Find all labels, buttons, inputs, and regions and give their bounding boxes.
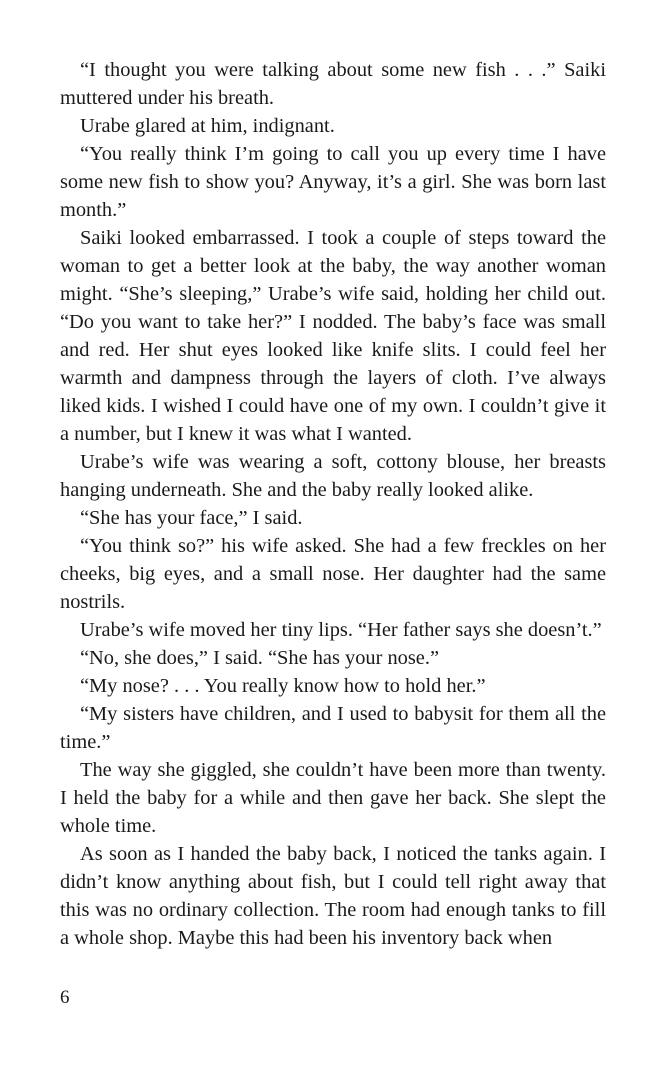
- paragraph-13: As soon as I handed the baby back, I noticed the tanks again. I didn’t know anything about fish, but I could tell right away that this was no ordinary collection. The room had enough tanks to fill a whole shop. Maybe this had been his inventory back when: [60, 843, 606, 949]
- paragraph-8: Urabe’s wife moved her tiny lips. “Her father says she doesn’t.”: [80, 619, 602, 641]
- paragraph-10: “My nose? . . . You really know how to hold her.”: [80, 675, 486, 697]
- paragraph-5: Urabe’s wife was wearing a soft, cottony blouse, her breasts hanging underneath. She and the baby really looked alike.: [60, 451, 606, 501]
- paragraph-9: “No, she does,” I said. “She has your nose.”: [80, 647, 440, 669]
- paragraph-7: “You think so?” his wife asked. She had a few freckles on her cheeks, big eyes, and a small nose. Her daughter had the same nostrils.: [60, 535, 606, 613]
- paragraph-4: Saiki looked embarrassed. I took a couple of steps toward the woman to get a better look at the baby, the way another woman might. “She’s sleeping,” Urabe’s wife said, holding her child out. “Do you want to take her?” I nodded. The baby’s face was small and red. Her shut eyes looked like knife slits. I could feel her warmth and dampness through the layers of cloth. I’ve always liked kids. I wished I could have one of my own. I couldn’t give it a number, but I knew it was what I wanted.: [60, 227, 606, 445]
- body-text: [60, 56, 606, 952]
- page-number: 6: [60, 987, 70, 1008]
- paragraph-11: “My sisters have children, and I used to babysit for them all the time.”: [60, 703, 606, 753]
- paragraph-12: The way she giggled, she couldn’t have been more than twenty. I held the baby for a while and then gave her back. She slept the whole time.: [60, 759, 606, 837]
- paragraph-2: Urabe glared at him, indignant.: [80, 115, 335, 137]
- paragraph-3: “You really think I’m going to call you up every time I have some new fish to show you? Anyway, it’s a girl. She was born last month.”: [60, 143, 606, 221]
- paragraph-6: “She has your face,” I said.: [80, 507, 303, 529]
- paragraph-1: “I thought you were talking about some new fish . . .” Saiki muttered under his breath.: [60, 59, 606, 109]
